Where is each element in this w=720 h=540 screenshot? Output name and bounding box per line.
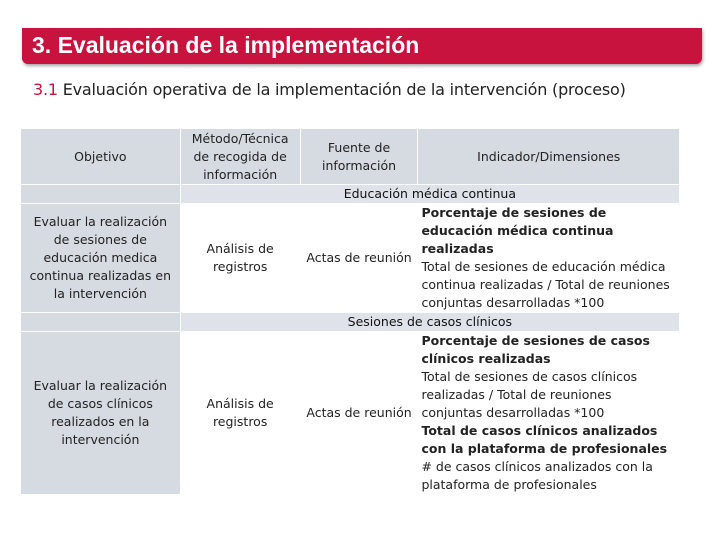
header-indicador: Indicador/Dimensiones [418, 129, 680, 185]
band-spacer [21, 185, 181, 204]
section-subtitle [33, 80, 626, 99]
indicador-cell [418, 332, 680, 495]
indicador-cell [418, 204, 680, 313]
indicator-line: # de casos clínicos analizados con la plataforma de profesionales [421, 459, 653, 492]
band-spacer [21, 313, 181, 332]
indicator-line: Total de sesiones de educación médica continua realizadas / Total de reuniones conjuntas desarrolladas *100 [421, 259, 670, 310]
fuente-cell: Actas de reunión [300, 332, 418, 495]
indicator-line: Porcentaje de sesiones de casos clínicos realizadas [421, 333, 650, 366]
header-fuente: Fuente de información [300, 129, 418, 185]
header-objetivo: Objetivo [21, 129, 181, 185]
page-title: 3. Evaluación de la implementación [32, 32, 420, 58]
indicator-line: Porcentaje de sesiones de educación médica continua realizadas [421, 205, 614, 256]
fuente-cell: Actas de reunión [300, 204, 418, 313]
indicator-line: Total de casos clínicos analizados con la plataforma de profesionales [421, 423, 668, 456]
metodo-cell: Análisis de registros [180, 204, 300, 313]
objetivo-cell: Evaluar la realización de sesiones de educación medica continua realizadas en la intervención [21, 204, 181, 313]
objetivo-cell: Evaluar la realización de casos clínicos realizados en la intervención [21, 332, 181, 495]
section-title: Evaluación operativa de la implementación de la intervención (proceso) [62, 80, 626, 99]
evaluation-table [20, 128, 680, 495]
group-band-casos: Sesiones de casos clínicos [180, 313, 679, 332]
group-band-educacion: Educación médica continua [180, 185, 679, 204]
indicator-line: Total de sesiones de casos clínicos realizadas / Total de reuniones conjuntas desarrolladas *100 [421, 369, 638, 420]
title-bar [22, 28, 702, 64]
section-number: 3.1 [33, 80, 58, 99]
metodo-cell: Análisis de registros [180, 332, 300, 495]
header-metodo: Método/Técnica de recogida de información [180, 129, 300, 185]
